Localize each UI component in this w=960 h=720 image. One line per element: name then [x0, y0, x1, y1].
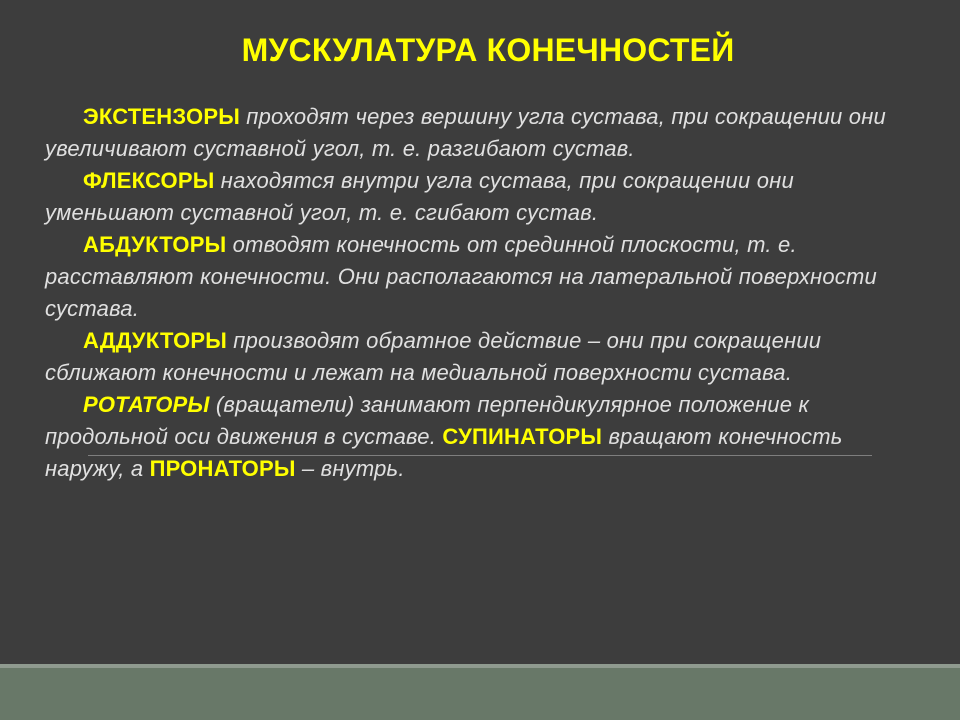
slide-body	[45, 101, 915, 485]
text-flexors: находятся внутри угла сустава, при сокращении они уменьшают суставной угол, т. е. сгибают сустав.	[45, 168, 794, 225]
term-supinators: СУПИНАТОРЫ	[442, 424, 603, 449]
term-rotators: РОТАТОРЫ	[83, 392, 210, 417]
paragraph-extensors	[45, 101, 915, 165]
term-abductors: АБДУКТОРЫ	[83, 232, 227, 257]
text-rotators: (вращатели) занимают перпендикулярное положение к продольной оси движения в суставе.	[45, 392, 810, 449]
text-supinators: вращают конечность наружу, а	[45, 424, 843, 481]
text-adductors: производят обратное действие – они при сокращении сближают конечности и лежат на медиальной поверхности сустава.	[45, 328, 822, 385]
footer-bar	[0, 668, 960, 720]
term-extensors: ЭКСТЕНЗОРЫ	[83, 104, 240, 129]
paragraph-abductors	[45, 229, 915, 325]
text-extensors: проходят через вершину угла сустава, при сокращении они увеличивают суставной угол, т. е. разгибают сустав.	[45, 104, 886, 161]
slide-title: МУСКУЛАТУРА КОНЕЧНОСТЕЙ	[241, 32, 735, 68]
term-adductors: АДДУКТОРЫ	[83, 328, 227, 353]
text-abductors: отводят конечность от срединной плоскости, т. е. расставляют конечности. Они располагаются на латеральной поверхности сустава.	[45, 232, 877, 321]
paragraph-rotators	[45, 389, 915, 485]
text-pronators: – внутрь.	[295, 456, 405, 481]
term-pronators: ПРОНАТОРЫ	[149, 456, 296, 481]
divider-line	[88, 455, 872, 456]
paragraph-flexors	[45, 165, 915, 229]
paragraph-adductors	[45, 325, 915, 389]
term-flexors: ФЛЕКСОРЫ	[83, 168, 215, 193]
